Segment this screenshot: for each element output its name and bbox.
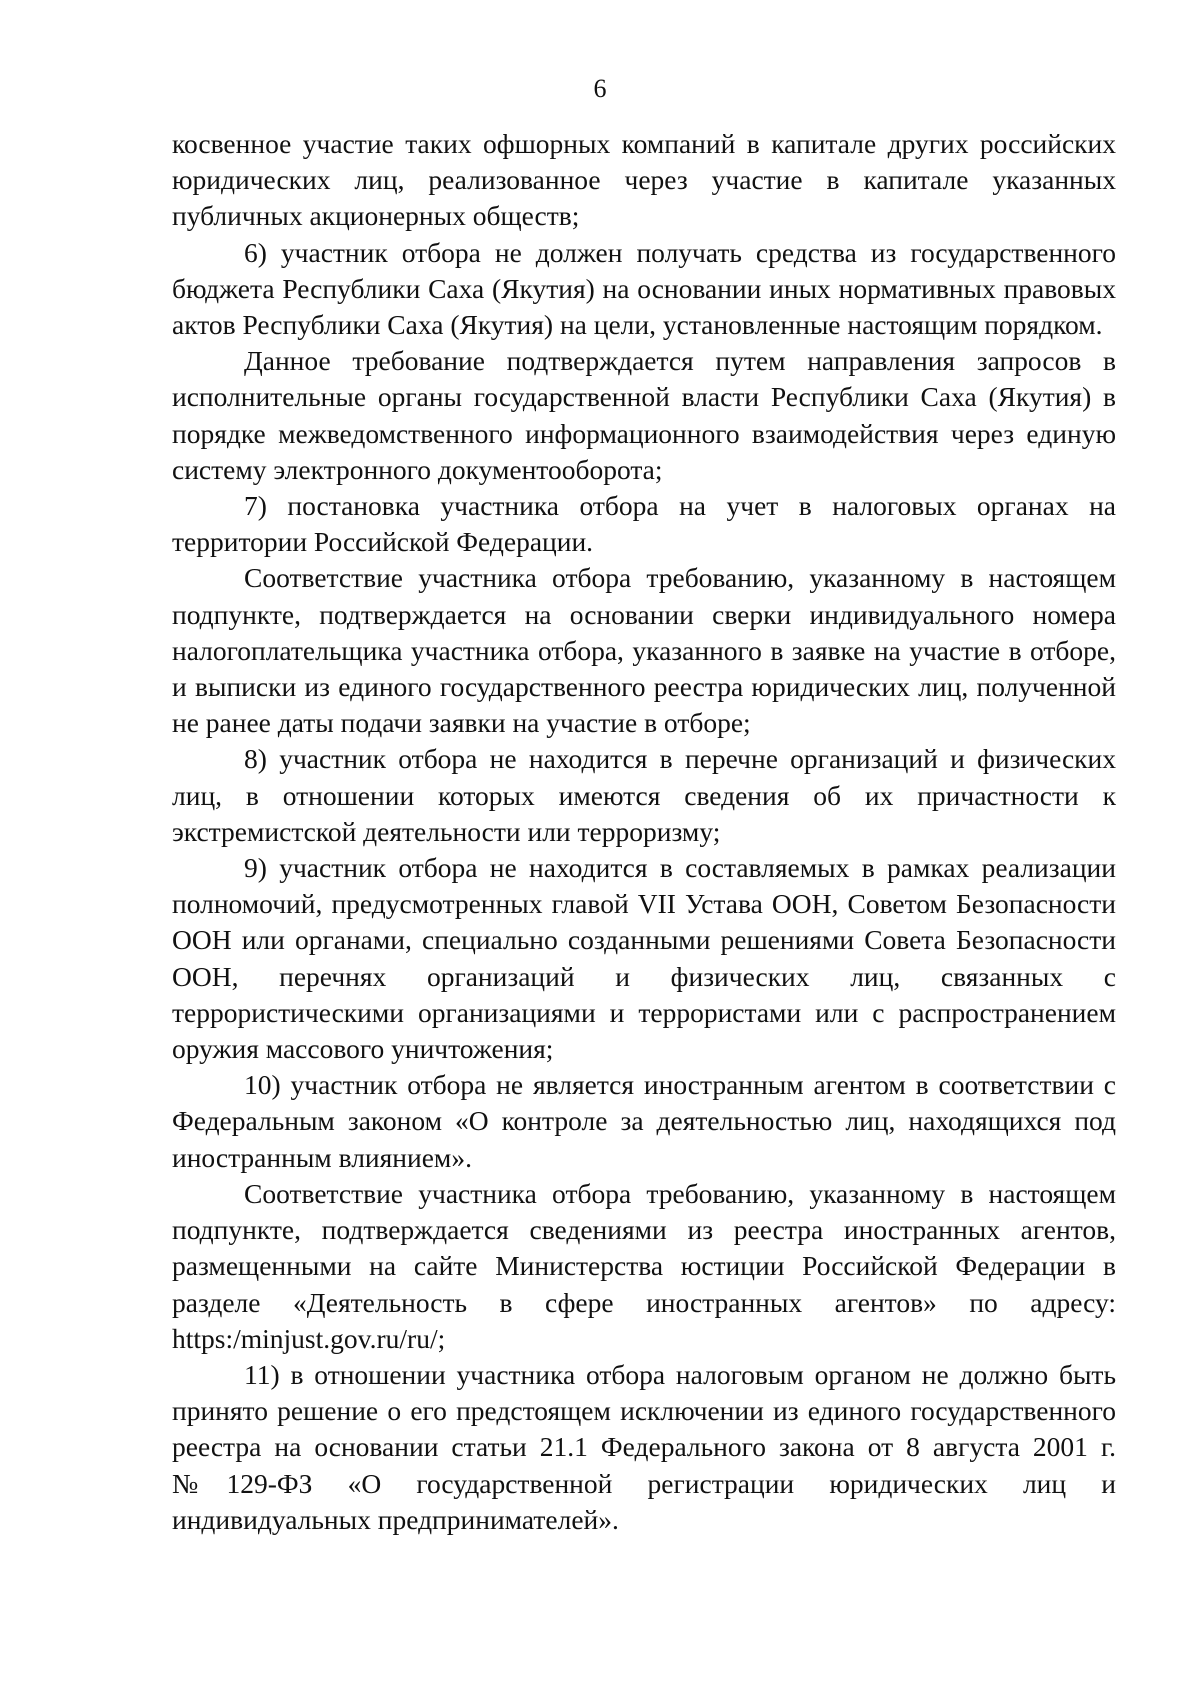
paragraph: 6) участник отбора не должен получать средства из государственного бюджета Республики Саха (Якутия) на основании иных нормативных правовых актов Республики Саха (Якутия) на цели, установленные настоящим порядком. bbox=[172, 236, 1116, 341]
paragraph: 9) участник отбора не находится в составляемых в рамках реализации полномочий, предусмотренных главой VII Устава ООН, Советом Безопасности ООН или органами, специально созданными решениями Совета Безопасности ООН, перечнях организаций и физических лиц, связанных с террористическими организациями и террористами или с распространением оружия массового уничтожения; bbox=[172, 852, 1116, 1065]
paragraph: косвенное участие таких офшорных компаний в капитале других российских юридических лиц, реализованное через участие в капитале указанных публичных акционерных обществ; bbox=[172, 128, 1116, 232]
paragraph: 7) постановка участника отбора на учет в налоговых органах на территории Российской Федерации. bbox=[172, 490, 1116, 558]
paragraph: Данное требование подтверждается путем направления запросов в исполнительные органы государственной власти Республики Саха (Якутия) в порядке межведомственного информационного взаимодействия через единую систему электронного документооборота; bbox=[172, 345, 1116, 485]
paragraph: Соответствие участника отбора требованию, указанному в настоящем подпункте, подтверждается на основании сверки индивидуального номера налогоплательщика участника отбора, указанного в заявке на участие в отборе, и выписки из единого государственного реестра юридических лиц, полученной не ранее даты подачи заявки на участие в отборе; bbox=[172, 562, 1116, 739]
paragraph: 10) участник отбора не является иностранным агентом в соответствии с Федеральным законом «О контроле за деятельностью лиц, находящихся под иностранным влиянием». bbox=[172, 1069, 1116, 1173]
paragraph: Соответствие участника отбора требованию, указанному в настоящем подпункте, подтверждается сведениями из реестра иностранных агентов, размещенными на сайте Министерства юстиции Российской Федерации в разделе «Деятельность в сфере иностранных агентов» по адресу: https:/minjust.gov.ru/ru/; bbox=[172, 1177, 1116, 1354]
paragraph: 8) участник отбора не находится в перечне организаций и физических лиц, в отношении которых имеются сведения об их причастности к экстремистской деятельности или терроризму; bbox=[172, 743, 1116, 847]
page-number: 6 bbox=[593, 74, 607, 103]
paragraph: 11) в отношении участника отбора налоговым органом не должно быть принято решение о его предстоящем исключении из единого государственного реестра на основании статьи 21.1 Федерального закона от 8 августа 2001 г. №129-ФЗ «О государственной регистрации юридических лиц и индивидуальных предпринимателей». bbox=[172, 1358, 1116, 1535]
document-body bbox=[172, 126, 1116, 1538]
